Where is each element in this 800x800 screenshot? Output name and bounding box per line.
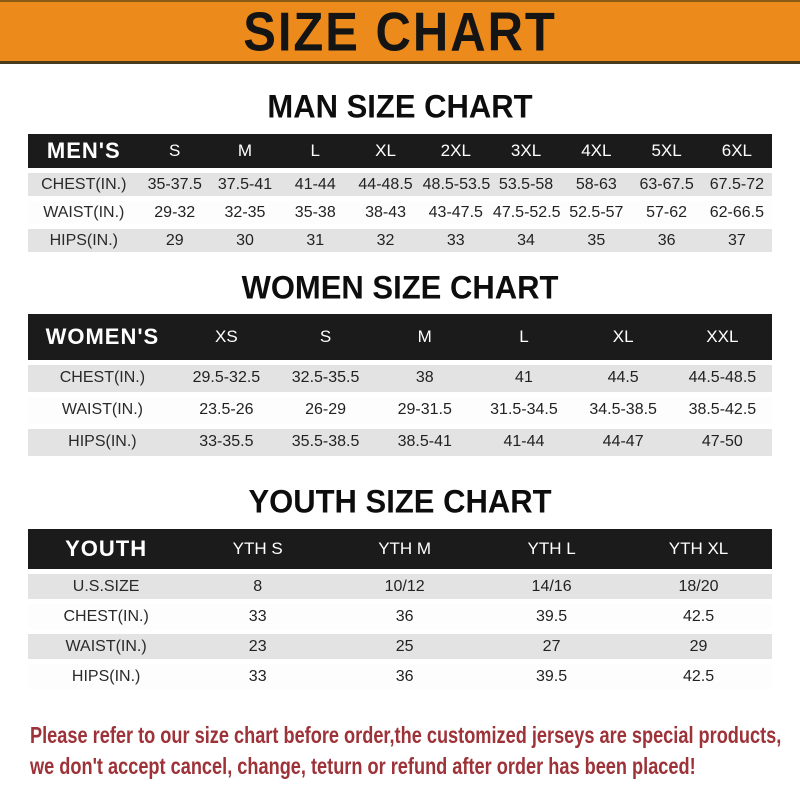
size-cell: 27 — [478, 634, 625, 659]
size-column-header-l: L — [474, 314, 573, 360]
header-row — [28, 134, 772, 168]
size-cell: 38.5-42.5 — [673, 397, 772, 424]
table-row-chest-in — [28, 365, 772, 392]
size-cell: 33 — [184, 664, 331, 689]
men-s-corner-label: MEN'S — [28, 134, 140, 168]
row-label: HIPS(IN.) — [28, 664, 184, 689]
size-cell: 36 — [331, 604, 478, 629]
size-column-header-yth-xl: YTH XL — [625, 529, 772, 569]
table-row-hips-in — [28, 664, 772, 689]
size-column-header-3xl: 3XL — [491, 134, 561, 168]
size-cell: 10/12 — [331, 574, 478, 599]
youth-size-chart-heading: YOUTH SIZE CHART — [248, 482, 552, 520]
size-cell: 67.5-72 — [702, 173, 772, 196]
table-row-chest-in — [28, 604, 772, 629]
size-cell: 41-44 — [280, 173, 350, 196]
size-column-header-l: L — [280, 134, 350, 168]
size-column-header-xxl: XXL — [673, 314, 772, 360]
header-row — [28, 529, 772, 569]
size-cell: 44-48.5 — [350, 173, 420, 196]
women-s-corner-label: WOMEN'S — [28, 314, 177, 360]
size-cell: 23.5-26 — [177, 397, 276, 424]
row-label: WAIST(IN.) — [28, 634, 184, 659]
size-cell: 34.5-38.5 — [574, 397, 673, 424]
table-row-waist-in — [28, 634, 772, 659]
disclaimer-line-2: we don't accept cancel, change, teturn or refund after order has been placed! — [30, 752, 696, 779]
women-s-size-table — [28, 309, 772, 461]
size-cell: 39.5 — [478, 604, 625, 629]
size-cell: 42.5 — [625, 664, 772, 689]
size-cell: 48.5-53.5 — [421, 173, 491, 196]
size-cell: 33 — [184, 604, 331, 629]
youth-size-table — [28, 524, 772, 694]
row-label: CHEST(IN.) — [28, 173, 140, 196]
size-cell: 37.5-41 — [210, 173, 280, 196]
size-cell: 33 — [421, 229, 491, 252]
size-column-header-s: S — [140, 134, 210, 168]
size-cell: 47.5-52.5 — [491, 201, 561, 224]
size-column-header-yth-m: YTH M — [331, 529, 478, 569]
size-column-header-xs: XS — [177, 314, 276, 360]
size-cell: 32.5-35.5 — [276, 365, 375, 392]
size-cell: 47-50 — [673, 429, 772, 456]
size-column-header-2xl: 2XL — [421, 134, 491, 168]
size-cell: 42.5 — [625, 604, 772, 629]
size-column-header-4xl: 4XL — [561, 134, 631, 168]
size-cell: 29.5-32.5 — [177, 365, 276, 392]
size-cell: 35.5-38.5 — [276, 429, 375, 456]
size-cell: 29 — [625, 634, 772, 659]
size-cell: 32-35 — [210, 201, 280, 224]
size-cell: 31 — [280, 229, 350, 252]
size-cell: 29-32 — [140, 201, 210, 224]
size-cell: 14/16 — [478, 574, 625, 599]
size-cell: 41-44 — [474, 429, 573, 456]
size-cell: 33-35.5 — [177, 429, 276, 456]
size-cell: 23 — [184, 634, 331, 659]
size-cell: 18/20 — [625, 574, 772, 599]
header-row — [28, 314, 772, 360]
size-cell: 38.5-41 — [375, 429, 474, 456]
table-row-waist-in — [28, 397, 772, 424]
size-cell: 38-43 — [350, 201, 420, 224]
size-cell: 29-31.5 — [375, 397, 474, 424]
size-cell: 29 — [140, 229, 210, 252]
youth-corner-label: YOUTH — [28, 529, 184, 569]
size-cell: 36 — [631, 229, 701, 252]
table-row-hips-in — [28, 229, 772, 252]
size-column-header-xl: XL — [574, 314, 673, 360]
disclaimer-note — [30, 720, 800, 781]
row-label: WAIST(IN.) — [28, 397, 177, 424]
row-label: CHEST(IN.) — [28, 604, 184, 629]
size-column-header-xl: XL — [350, 134, 420, 168]
size-cell: 8 — [184, 574, 331, 599]
size-cell: 26-29 — [276, 397, 375, 424]
size-cell: 44.5-48.5 — [673, 365, 772, 392]
table-row-waist-in — [28, 201, 772, 224]
row-label: HIPS(IN.) — [28, 229, 140, 252]
size-cell: 62-66.5 — [702, 201, 772, 224]
size-cell: 44-47 — [574, 429, 673, 456]
size-chart-sections — [0, 87, 800, 694]
size-column-header-yth-s: YTH S — [184, 529, 331, 569]
size-cell: 58-63 — [561, 173, 631, 196]
size-cell: 36 — [331, 664, 478, 689]
size-column-header-yth-l: YTH L — [478, 529, 625, 569]
size-cell: 35 — [561, 229, 631, 252]
size-cell: 63-67.5 — [631, 173, 701, 196]
size-chart-banner-title: SIZE CHART — [243, 0, 557, 63]
size-cell: 44.5 — [574, 365, 673, 392]
size-cell: 52.5-57 — [561, 201, 631, 224]
size-cell: 25 — [331, 634, 478, 659]
size-cell: 41 — [474, 365, 573, 392]
size-column-header-m: M — [210, 134, 280, 168]
size-cell: 35-37.5 — [140, 173, 210, 196]
size-cell: 53.5-58 — [491, 173, 561, 196]
size-cell: 39.5 — [478, 664, 625, 689]
men-s-size-table — [28, 129, 772, 257]
size-column-header-5xl: 5XL — [631, 134, 701, 168]
size-cell: 30 — [210, 229, 280, 252]
size-column-header-m: M — [375, 314, 474, 360]
row-label: CHEST(IN.) — [28, 365, 177, 392]
size-cell: 37 — [702, 229, 772, 252]
size-cell: 35-38 — [280, 201, 350, 224]
size-cell: 43-47.5 — [421, 201, 491, 224]
disclaimer-line-1: Please refer to our size chart before order,the customized jerseys are special products, — [30, 722, 782, 749]
size-cell: 57-62 — [631, 201, 701, 224]
table-row-chest-in — [28, 173, 772, 196]
size-cell: 34 — [491, 229, 561, 252]
table-row-hips-in — [28, 429, 772, 456]
size-column-header-s: S — [276, 314, 375, 360]
row-label: WAIST(IN.) — [28, 201, 140, 224]
size-cell: 31.5-34.5 — [474, 397, 573, 424]
size-cell: 38 — [375, 365, 474, 392]
women-size-chart-heading: WOMEN SIZE CHART — [241, 269, 559, 307]
row-label: U.S.SIZE — [28, 574, 184, 599]
size-chart-banner — [0, 0, 800, 64]
size-column-header-6xl: 6XL — [702, 134, 772, 168]
row-label: HIPS(IN.) — [28, 429, 177, 456]
man-size-chart-heading: MAN SIZE CHART — [267, 87, 533, 126]
size-cell: 32 — [350, 229, 420, 252]
table-row-u-s-size — [28, 574, 772, 599]
